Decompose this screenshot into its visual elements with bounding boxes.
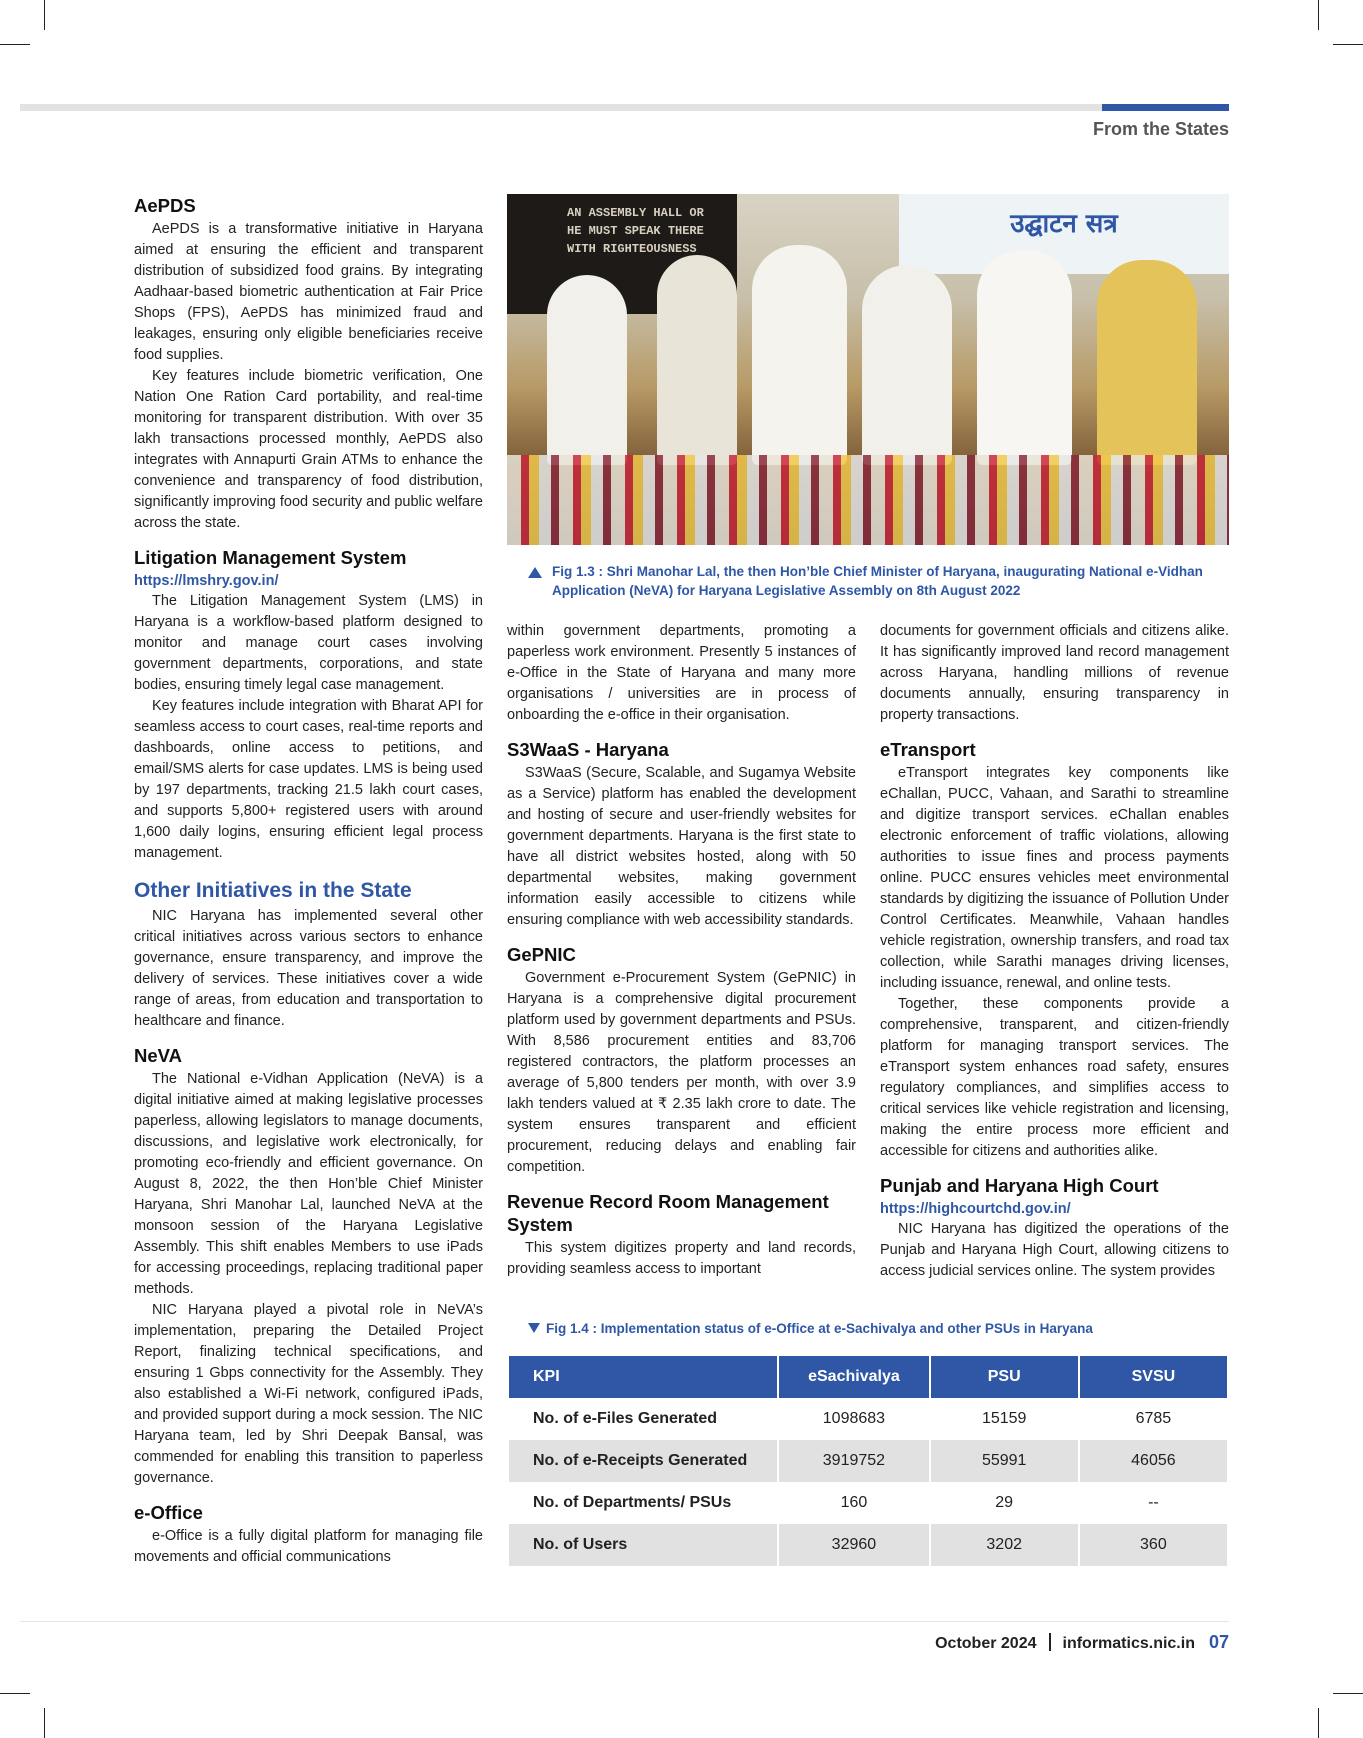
eoffice-continued: within government departments, promoting a paperless work environment. Presently 5 instances of e-Office in the State of Haryana and many more organisations / universities are in process of onboarding the e-office in their organisation. <box>507 623 856 723</box>
crop-mark <box>1333 44 1363 45</box>
crop-mark <box>1333 1693 1363 1694</box>
table-cell: No. of Users <box>509 1524 777 1566</box>
table-cell: 160 <box>840 1494 868 1511</box>
table-header-cell: KPI <box>509 1356 777 1398</box>
table-header-cell: eSachivalya <box>779 1356 928 1398</box>
inauguration-banner <box>899 194 1229 274</box>
etransport-paragraph-1: eTransport integrates key components like eChallan, PUCC, Vahaan, and Sarathi to streamline and digitize transport services. eChallan enables electronic enforcement of traffic violations, allowing authorities to issue fines and process payments online. PUCC ensures vehicles meet environmental standards by digitizing the issuance of Pollution Under Control Certificates. Meanwhile, Vahaan handles vehicle registration, ownership transfers, and road tax collection, while Sarathi manages driving licenses, including issuance, renewal, and online tests. <box>880 765 1229 991</box>
table-caption <box>528 1319 1228 1338</box>
column-left <box>134 194 483 1568</box>
crop-mark <box>44 1708 45 1738</box>
page-footer <box>935 1632 1229 1653</box>
neva-paragraph-2: NIC Haryana played a pivotal role in NeVA’s implementation, preparing the Detailed Project Report, finalizing technical specifications, and ensuring 1 Gbps connectivity for the Assembly. They also established a Wi-Fi network, configured iPads, and provided support during a mock session. The NIC Haryana team, led by Shri Deepak Bansal, was commended for enabling this transition to paperless governance. <box>134 1302 483 1486</box>
crop-mark <box>1318 1708 1319 1738</box>
table-cell: 32960 <box>779 1524 928 1566</box>
table-row <box>509 1524 1227 1566</box>
person-figure <box>547 275 627 465</box>
header-rule <box>20 104 1103 111</box>
person-figure <box>752 245 847 465</box>
footer-rule <box>20 1621 1229 1622</box>
lms-paragraph-2: Key features include integration with Bharat API for seamless access to court cases, real-time reports and dashboards, online access to petitions, and email/SMS alerts for case updates. LMS is being used by 197 departments, tracking 21.5 lakh court cases, and supports 5,800+ registered users with around 1,600 daily logins, ensuring efficient legal process management. <box>134 698 483 861</box>
eoffice-heading: e-Office <box>134 1502 203 1523</box>
crop-mark <box>0 1693 30 1694</box>
table-cell: -- <box>1148 1494 1159 1511</box>
column-right <box>880 621 1229 1282</box>
table-row <box>509 1398 1227 1440</box>
footer-date: October 2024 <box>935 1635 1037 1652</box>
lms-paragraph-1: The Litigation Management System (LMS) in Haryana is a workflow-based platform designed to monitor and manage court cases involving government departments, corporations, and state bodies, ensuring timely legal case management. <box>134 593 483 693</box>
table-row <box>509 1440 1227 1482</box>
table-cell: 3919752 <box>779 1440 928 1482</box>
eoffice-status-table <box>507 1356 1229 1566</box>
figure-caption-1-text: Fig 1.3 : Shri Manohar Lal, the then Hon’ble Chief Minister of Haryana, inaugurating National e-Vidhan Application (NeVA) for Haryana Legislative Assembly on 8th August 2022 <box>552 564 1203 598</box>
high-court-heading: Punjab and Haryana High Court <box>880 1175 1159 1196</box>
eoffice-paragraph: e-Office is a fully digital platform for managing file movements and official communications <box>134 1528 483 1565</box>
figure-caption-1 <box>528 562 1228 600</box>
flower-decoration <box>507 455 1229 545</box>
gepnic-heading: GePNIC <box>507 944 576 965</box>
gepnic-paragraph: Government e-Procurement System (GePNIC) in Haryana is a comprehensive digital procurement platform used by government departments and PSUs. With 8,586 procurement entities and 83,706 registered contractors, the platform processes an average of 5,800 tenders per month, with over 3.9 lakh tenders valued at ₹ 2.35 lakh crore to date. The system ensures transparent and efficient procurement, reducing delays and enabling fair competition. <box>507 970 856 1175</box>
table-cell: 46056 <box>1080 1440 1227 1482</box>
triangle-down-icon <box>528 1323 540 1333</box>
table-header-row <box>509 1356 1227 1398</box>
column-middle <box>507 621 856 1280</box>
aepds-paragraph-2: Key features include biometric verification, One Nation One Ration Card portability, and real-time monitoring for transparent distribution. With over 35 lakh transactions processed monthly, AePDS also integrates with Annapurti Grain ATMs to enhance the convenience and transparency of food distribution, significantly improving food security and public welfare across the state. <box>134 368 483 531</box>
rrrm-heading: Revenue Record Room Management System <box>507 1191 829 1235</box>
table-cell: 1098683 <box>822 1410 886 1427</box>
board-text: AN ASSEMBLY HALL OR HE MUST SPEAK THERE WITH RIGHTEOUSNESS <box>567 206 704 256</box>
table-cell: No. of e-Receipts Generated <box>509 1440 777 1482</box>
table-caption-text: Fig 1.4 : Implementation status of e-Office at e-Sachivalya and other PSUs in Haryana <box>546 1321 1093 1336</box>
table-header-cell: PSU <box>931 1356 1078 1398</box>
footer-site: informatics.nic.in <box>1062 1635 1195 1652</box>
neva-paragraph-1: The National e-Vidhan Application (NeVA) is a digital initiative aimed at making legislative processes paperless, allowing legislators to manage documents, discussions, and legislative work electronically, for promoting eco-friendly and efficient governance. On August 8, 2022, the then Hon’ble Chief Minister Haryana, Shri Manohar Lal, launched NeVA at the monsoon session of the Haryana Legislative Assembly. This shift enables Members to use iPads for accessing proceedings, replacing traditional paper methods. <box>134 1071 483 1297</box>
high-court-link[interactable]: https://highcourtchd.gov.in/ <box>880 1201 1071 1217</box>
lms-link[interactable]: https://lmshry.gov.in/ <box>134 573 279 589</box>
table-cell: No. of Departments/ PSUs <box>533 1494 732 1511</box>
table-row <box>509 1482 1227 1524</box>
crop-mark <box>0 44 30 45</box>
aepds-paragraph-1: AePDS is a transformative initiative in Haryana aimed at ensuring the efficient and transparent distribution of subsidized food grains. By integrating Aadhaar-based biometric authentication at Fair Price Shops (FPS), AePDS has minimized fraud and leakages, ensuring only eligible beneficiaries receive food supplies. <box>134 221 483 363</box>
header-accent <box>1102 104 1229 111</box>
s3waas-heading: S3WaaS - Haryana <box>507 739 669 760</box>
inauguration-photo <box>507 194 1229 545</box>
rrrm-continued: documents for government officials and citizens alike. It has significantly improved land record management across Haryana, handling millions of revenue documents annually, ensuring transparency in property transactions. <box>880 623 1229 723</box>
page-number: 07 <box>1208 1632 1229 1652</box>
neva-heading: NeVA <box>134 1045 182 1066</box>
aepds-heading: AePDS <box>134 195 196 216</box>
person-figure <box>1097 260 1197 465</box>
person-figure <box>977 250 1072 465</box>
table-cell: No. of e-Files Generated <box>533 1410 718 1427</box>
crop-mark <box>1318 0 1319 30</box>
other-initiatives-heading: Other Initiatives in the State <box>134 879 412 902</box>
banner-text: उद्घाटन सत्र <box>1010 209 1118 239</box>
table-cell: 360 <box>1080 1524 1227 1566</box>
table-cell: 55991 <box>931 1440 1078 1482</box>
crop-mark <box>44 0 45 30</box>
lms-heading: Litigation Management System <box>134 547 407 568</box>
other-initiatives-paragraph: NIC Haryana has implemented several other critical initiatives across various sectors to enhance governance, ensure transparency, and improve the delivery of services. These initiatives cover a wide range of areas, from education and transportation to healthcare and finance. <box>134 908 483 1029</box>
etransport-heading: eTransport <box>880 739 976 760</box>
table-cell: 15159 <box>981 1410 1027 1427</box>
footer-separator <box>1049 1633 1051 1651</box>
triangle-up-icon <box>528 567 542 578</box>
table-cell: 3202 <box>931 1524 1078 1566</box>
table-cell: 29 <box>995 1494 1014 1511</box>
etransport-paragraph-2: Together, these components provide a comprehensive, transparent, and citizen-friendly platform for managing transport services. The eTransport system enhances road safety, ensures regulatory compliances, and simplifies access to critical services like vehicle registration and licensing, making the entire process more efficient and accessible for citizens and authorities alike. <box>880 996 1229 1159</box>
high-court-paragraph: NIC Haryana has digitized the operations of the Punjab and Haryana High Court, allowing citizens to access judicial services online. The system provides <box>880 1221 1229 1279</box>
s3waas-paragraph: S3WaaS (Secure, Scalable, and Sugamya Website as a Service) platform has enabled the development and hosting of secure and user-friendly websites for government departments. Haryana is the first state to have all district websites hosted, along with 50 departmental websites, making government information easily accessible to citizens while ensuring compliance with web accessibility standards. <box>507 765 856 928</box>
table-cell: 6785 <box>1135 1410 1172 1427</box>
table-header-cell: SVSU <box>1080 1356 1227 1398</box>
person-figure <box>657 255 737 465</box>
person-figure <box>862 265 952 465</box>
section-label: From the States <box>1092 119 1229 139</box>
rrrm-paragraph: This system digitizes property and land records, providing seamless access to important <box>507 1240 856 1277</box>
